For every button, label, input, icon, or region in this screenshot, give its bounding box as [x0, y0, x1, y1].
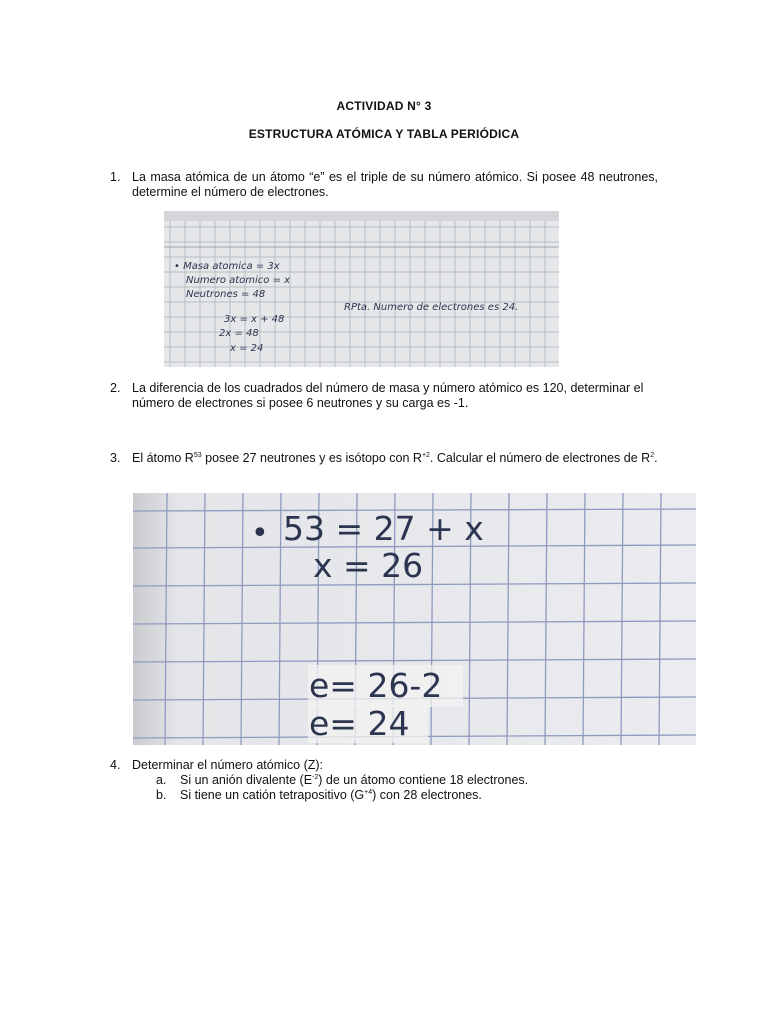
hw-line-electrons-1: e= 26-2 — [309, 666, 443, 705]
sub-question-text: Si tiene un catión tetrapositivo $(G^{+4})$ con 28 electrones. — [180, 788, 482, 802]
question-text: Determinar el número atómico (Z): — [132, 758, 324, 772]
hw-line-equation-3: x = 24 — [230, 343, 264, 354]
handwritten-solution-photo-1 — [164, 211, 559, 367]
hw-line-equation-1: 3x = x + 48 — [224, 314, 285, 325]
hw-line-mass: • Masa atomica = 3x — [174, 261, 280, 272]
document-subtitle: ESTRUCTURA ATÓMICA Y TABLA PERIÓDICA — [248, 127, 520, 141]
notebook-grid-1 — [164, 211, 559, 367]
hw-line-equation-2: 2x = 48 — [219, 328, 259, 339]
hw-line-electrons-2: e= 24 — [309, 704, 410, 743]
question-number: 3. — [110, 451, 121, 465]
sub-question-letter: a. — [156, 773, 167, 787]
question-number: 4. — [110, 758, 121, 772]
hw-bullet: • — [251, 516, 269, 551]
handwritten-solution-photo-2 — [133, 493, 696, 745]
sub-question-text: Si un anión divalente $(E^{-2})$ de un átomo contiene 18 electrones. — [180, 773, 529, 787]
question-text: La masa atómica de un átomo “e” es el triple de su número atómico. Si posee 48 neutrones, determine el número de electrones. — [132, 170, 658, 199]
sub-question-letter: b. — [156, 788, 167, 802]
question-number: 1. — [110, 170, 121, 184]
question-text: El átomo $R^{53}$ posee 27 neutrones y es isótopo con $R^{+2}$. Calcular el número de electrones de $R^2$. — [132, 451, 658, 465]
hw-line-neutrons: Neutrones = 48 — [186, 289, 266, 300]
question-number: 2. — [110, 381, 121, 395]
hw-line-atomic-number: Numero atomico = x — [186, 275, 291, 286]
hw-answer: RPta. Numero de electrones es 24. — [344, 302, 519, 313]
hw-line-equation-1: 53 = 27 + x — [283, 509, 484, 548]
hw-line-equation-2: x = 26 — [313, 546, 424, 585]
activity-title: ACTIVIDAD N° 3 — [336, 99, 432, 113]
notebook-grid-2 — [133, 493, 696, 745]
question-text: La diferencia de los cuadrados del número de masa y número atómico es 120, determinar el número de electrones si posee 6 neutrones y su carga es -1. — [132, 381, 644, 410]
